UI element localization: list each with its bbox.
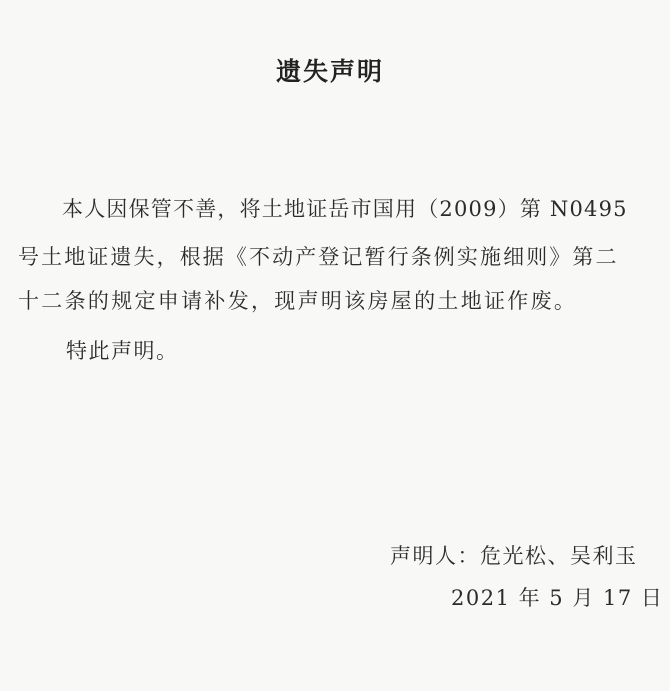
declarant-names: 声明人：危光松、吴利玉 — [390, 544, 638, 568]
closing-statement: 特此声明。 — [66, 339, 179, 363]
declaration-date: 2021 年 5 月 17 日 — [451, 586, 664, 610]
document-title: 遗失声明 — [275, 57, 384, 86]
paragraph-line-3: 十二条的规定申请补发，现声明该房屋的土地证作废。 — [18, 289, 578, 313]
paragraph-line-2: 号土地证遗失，根据《不动产登记暂行条例实施细则》第二 — [18, 245, 619, 269]
paragraph-line-1: 本人因保管不善，将土地证岳市国用（2009）第 N0495 — [62, 197, 628, 221]
